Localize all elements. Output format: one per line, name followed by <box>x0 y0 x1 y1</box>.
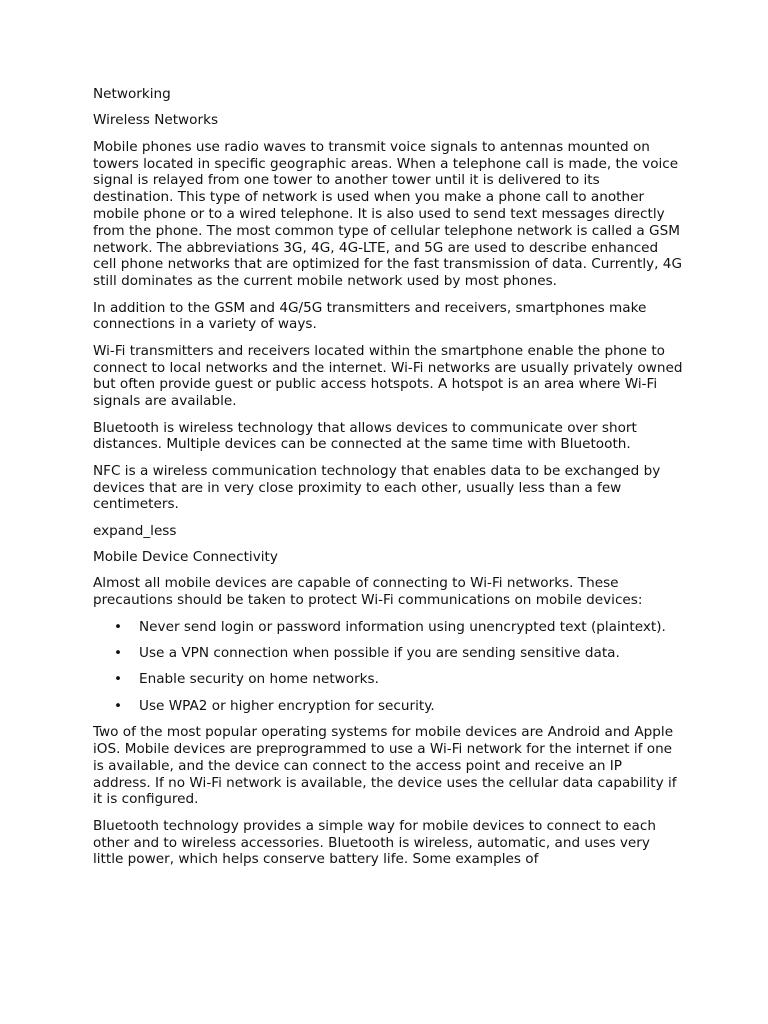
list-item-text: Never send login or password information using unencrypted text (plaintext). <box>139 618 666 635</box>
heading-networking: Networking <box>93 86 171 102</box>
paragraph-nfc: NFC is a wireless communication technology that enables data to be exchanged by devices that are in very close proximity to each other, usually less than a few centimeters. <box>93 462 661 513</box>
document-page <box>93 86 683 878</box>
paragraph-mobile-phones: Mobile phones use radio waves to transmit voice signals to antennas mounted on towers located in specific geographic areas. When a telephone call is made, the voice signal is relayed from one tower to another tower until it is delivered to its destination. This type of network is used when you make a phone call to another mobile phone or to a wired telephone. It is also used to send text messages directly from the phone. The most common type of cellular telephone network is called a GSM network. The abbreviations 3G, 4G, 4G-LTE, and 5G are used to describe enhanced cell phone networks that are optimized for the fast transmission of data. Currently, 4G still dominates as the current mobile network used by most phones. <box>93 138 682 290</box>
paragraph-wifi-precautions: Almost all mobile devices are capable of connecting to Wi-Fi networks. These precautions should be taken to protect Wi-Fi communications on mobile devices: <box>93 575 643 609</box>
expand-less-label[interactable]: expand_less <box>93 522 177 539</box>
list-item <box>114 697 683 715</box>
heading-mobile-device-connectivity: Mobile Device Connectivity <box>93 549 278 566</box>
list-item <box>114 645 683 662</box>
bullet-icon: • <box>114 645 123 662</box>
list-item-text: Enable security on home networks. <box>139 671 379 688</box>
precautions-list <box>93 619 683 715</box>
paragraph-bluetooth: Bluetooth is wireless technology that allows devices to communicate over short distances. Multiple devices can be connected at the same time with Bluetooth. <box>93 419 637 453</box>
heading-wireless-networks: Wireless Networks <box>93 112 219 129</box>
list-item-text: Use WPA2 or higher encryption for security. <box>139 697 435 714</box>
bullet-icon: • <box>114 697 123 714</box>
paragraph-smartphone-connections: In addition to the GSM and 4G/5G transmitters and receivers, smartphones make connections in a variety of ways. <box>93 299 647 333</box>
list-item <box>114 671 683 688</box>
bullet-icon: • <box>114 618 123 635</box>
paragraph-mobile-os: Two of the most popular operating systems for mobile devices are Android and Apple iOS. Mobile devices are preprogrammed to use a Wi-Fi network for the internet if one is available, and the device can connect to the access point and receive an IP address. If no Wi-Fi network is available, the device uses the cellular data capability if it is configured. <box>93 724 677 808</box>
bullet-icon: • <box>114 671 123 688</box>
paragraph-bluetooth-technology: Bluetooth technology provides a simple way for mobile devices to connect to each other and to wireless accessories. Bluetooth is wireless, automatic, and uses very little power, which helps conserve battery life. Some examples of <box>93 817 656 868</box>
list-item-text: Use a VPN connection when possible if you are sending sensitive data. <box>139 645 620 662</box>
paragraph-wifi: Wi-Fi transmitters and receivers located within the smartphone enable the phone to connect to local networks and the internet. Wi-Fi networks are usually privately owned but often provide guest or public access hotspots. A hotspot is an area where Wi-Fi signals are available. <box>93 342 683 410</box>
list-item <box>114 618 683 636</box>
